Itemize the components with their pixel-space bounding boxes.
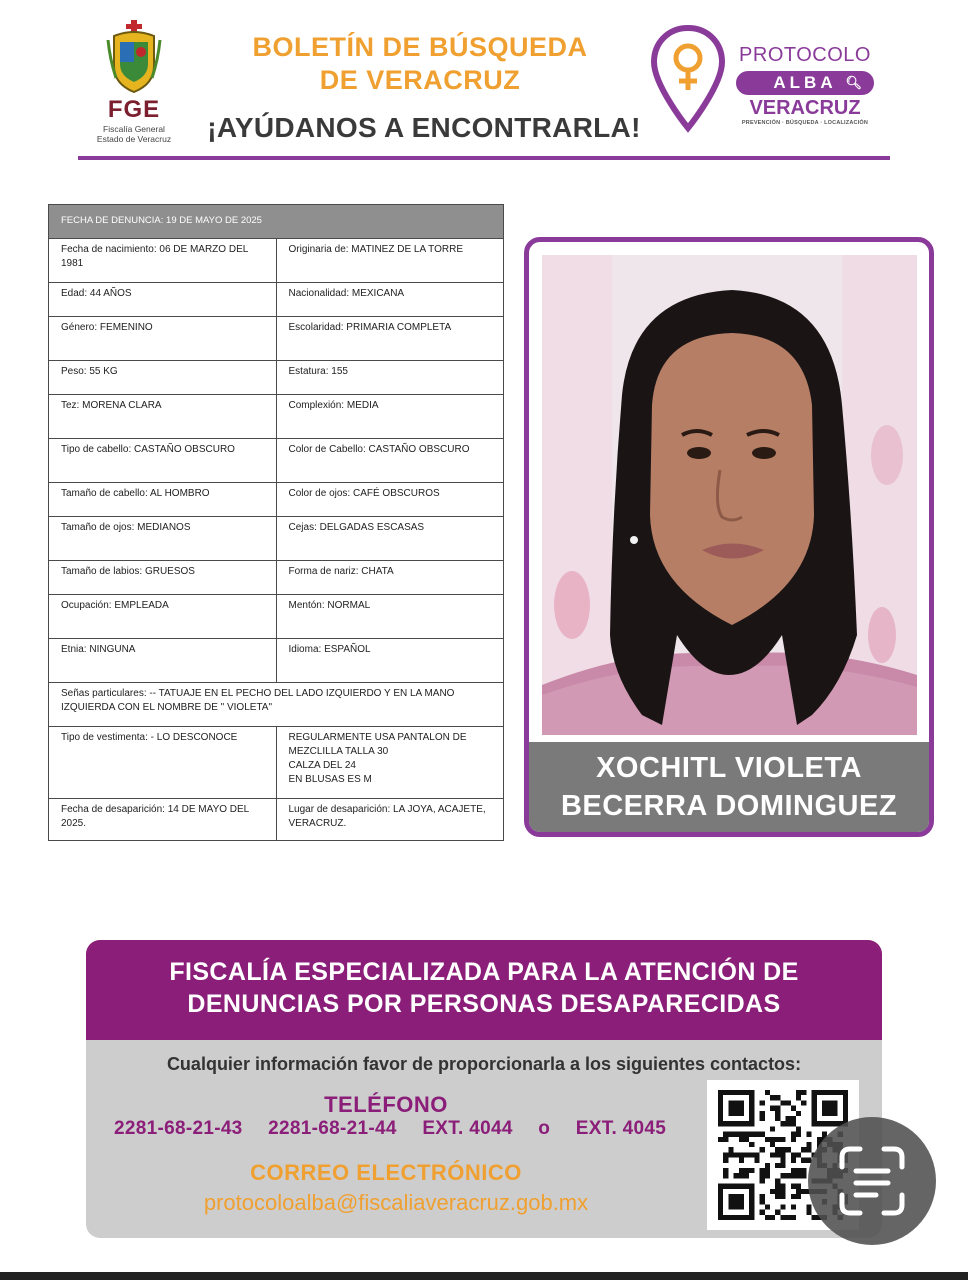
nationality-cell: Nacionalidad: MEXICANA (276, 283, 504, 317)
email-address[interactable]: protocoloalba@fiscaliaveracruz.gob.mx (203, 1190, 589, 1215)
skin-cell: Tez: MORENA CLARA (49, 395, 277, 439)
birth-date-cell: Fecha de nacimiento: 06 DE MARZO DEL 1981 (49, 239, 277, 283)
distinguishing-marks-cell: Señas particulares: -- TATUAJE EN EL PECHO DEL LADO IZQUIERDO Y EN LA MANO IZQUIERDA CON EL NOMBRE DE " VIOLETA" (49, 683, 504, 727)
nose-cell: Forma de nariz: CHATA (276, 561, 504, 595)
help-find-her-heading: ¡AYÚDANOS A ENCONTRARLA! (207, 112, 641, 143)
protocolo-alba-logo (730, 44, 880, 126)
clothing-line-1: REGULARMENTE USA PANTALON DE (288, 732, 467, 743)
table-row (49, 561, 504, 595)
clothing-line-3: CALZA DEL 24 (288, 760, 356, 771)
alba-protocolo-label: PROTOCOLO (739, 44, 871, 66)
photo-card (524, 237, 934, 837)
build-cell: Complexión: MEDIA (276, 395, 504, 439)
extension-1: EXT. 4044 (422, 1118, 513, 1139)
table-row (49, 683, 504, 727)
female-location-pin-icon (650, 24, 726, 134)
height-cell: Estatura: 155 (276, 361, 504, 395)
hair-length-cell: Tamaño de cabello: AL HOMBRO (49, 483, 277, 517)
phone-numbers (114, 1118, 714, 1140)
fge-abbreviation: FGE (107, 96, 161, 123)
eye-size-cell: Tamaño de ojos: MEDIANOS (49, 517, 277, 561)
table-row (49, 483, 504, 517)
report-date: FECHA DE DENUNCIA: 19 DE MAYO DE 2025 (49, 205, 504, 239)
missing-place-cell: Lugar de desaparición: LA JOYA, ACAJETE, VERACRUZ. (276, 799, 504, 841)
extension-2: EXT. 4045 (575, 1118, 667, 1139)
gender-cell: Género: FEMENINO (49, 317, 277, 361)
person-details-table (48, 204, 504, 841)
portrait-illustration (542, 255, 917, 735)
alba-veracruz-label: VERACRUZ (749, 97, 861, 119)
table-row (49, 727, 504, 799)
language-cell: Idioma: ESPAÑOL (276, 639, 504, 683)
weight-cell: Peso: 55 KG (49, 361, 277, 395)
table-row (49, 361, 504, 395)
person-name-line-1: XOCHITL VIOLETA (596, 752, 862, 784)
ethnicity-cell: Etnia: NINGUNA (49, 639, 277, 683)
hair-type-cell: Tipo de cabello: CASTAÑO OBSCURO (49, 439, 277, 483)
eye-color-cell: Color de ojos: CAFÉ OBSCUROS (276, 483, 504, 517)
bulletin-title-line-2: DE VERACRUZ (319, 65, 521, 95)
email-label: CORREO ELECTRÓNICO (250, 1160, 522, 1185)
person-name-box (529, 742, 929, 832)
table-row (49, 439, 504, 483)
bulletin-title-line-1: BOLETÍN DE BÚSQUEDA (252, 32, 588, 62)
contact-lead-text: Cualquier información favor de proporcionarla a los siguientes contactos: (166, 1054, 802, 1074)
table-row (49, 317, 504, 361)
scan-text-icon (808, 1117, 936, 1245)
missing-person-photo (542, 255, 917, 735)
table-row (49, 283, 504, 317)
fge-name-line-2: Estado de Veracruz (96, 134, 172, 144)
fiscalia-line-1: FISCALÍA ESPECIALIZADA PARA LA ATENCIÓN DE (169, 958, 799, 986)
table-header-row (49, 205, 504, 239)
phone-number-1[interactable]: 2281-68-21-43 (114, 1118, 243, 1139)
table-row (49, 239, 504, 283)
origin-cell: Originaria de: MATINEZ DE LA TORRE (276, 239, 504, 283)
contact-panel (86, 1040, 882, 1238)
schooling-cell: Escolaridad: PRIMARIA COMPLETA (276, 317, 504, 361)
fge-logo (84, 20, 184, 148)
clothing-detail-cell (276, 727, 504, 799)
age-cell: Edad: 44 AÑOS (49, 283, 277, 317)
occupation-cell: Ocupación: EMPLEADA (49, 595, 277, 639)
fiscalia-banner (86, 940, 882, 1040)
or-separator: o (538, 1118, 551, 1139)
bottom-bar (0, 1272, 968, 1280)
fge-name-line-1: Fiscalía General (103, 124, 165, 134)
missing-date-cell: Fecha de desaparición: 14 DE MAYO DEL 2025. (49, 799, 277, 841)
fiscalia-line-2: DENUNCIAS POR PERSONAS DESAPARECIDAS (187, 990, 781, 1018)
lips-cell: Tamaño de labios: GRUESOS (49, 561, 277, 595)
clothing-type-cell: Tipo de vestimenta: - LO DESCONOCE (49, 727, 277, 799)
veracruz-seal-icon (106, 20, 162, 94)
header-divider (78, 156, 890, 160)
table-row (49, 517, 504, 561)
table-row (49, 595, 504, 639)
clothing-line-2: MEZCLILLA TALLA 30 (288, 746, 389, 757)
magnifier-icon: 🔍︎ (845, 75, 862, 90)
chin-cell: Mentón: NORMAL (276, 595, 504, 639)
person-name-line-2: BECERRA DOMINGUEZ (560, 790, 898, 822)
phone-label: TELÉFONO (324, 1092, 448, 1117)
hair-color-cell: Color de Cabello: CASTAÑO OBSCURO (276, 439, 504, 483)
eyebrows-cell: Cejas: DELGADAS ESCASAS (276, 517, 504, 561)
fge-full-name (84, 124, 184, 144)
alba-pill (736, 71, 874, 95)
table-row (49, 639, 504, 683)
alba-label: ALBA (773, 73, 837, 92)
phone-number-2[interactable]: 2281-68-21-44 (268, 1118, 397, 1139)
scan-text-button[interactable] (808, 1117, 936, 1245)
clothing-line-4: EN BLUSAS ES M (288, 774, 372, 785)
table-row (49, 799, 504, 841)
table-row (49, 395, 504, 439)
alba-tagline: PREVENCIÓN · BÚSQUEDA · LOCALIZACIÓN (741, 120, 869, 126)
